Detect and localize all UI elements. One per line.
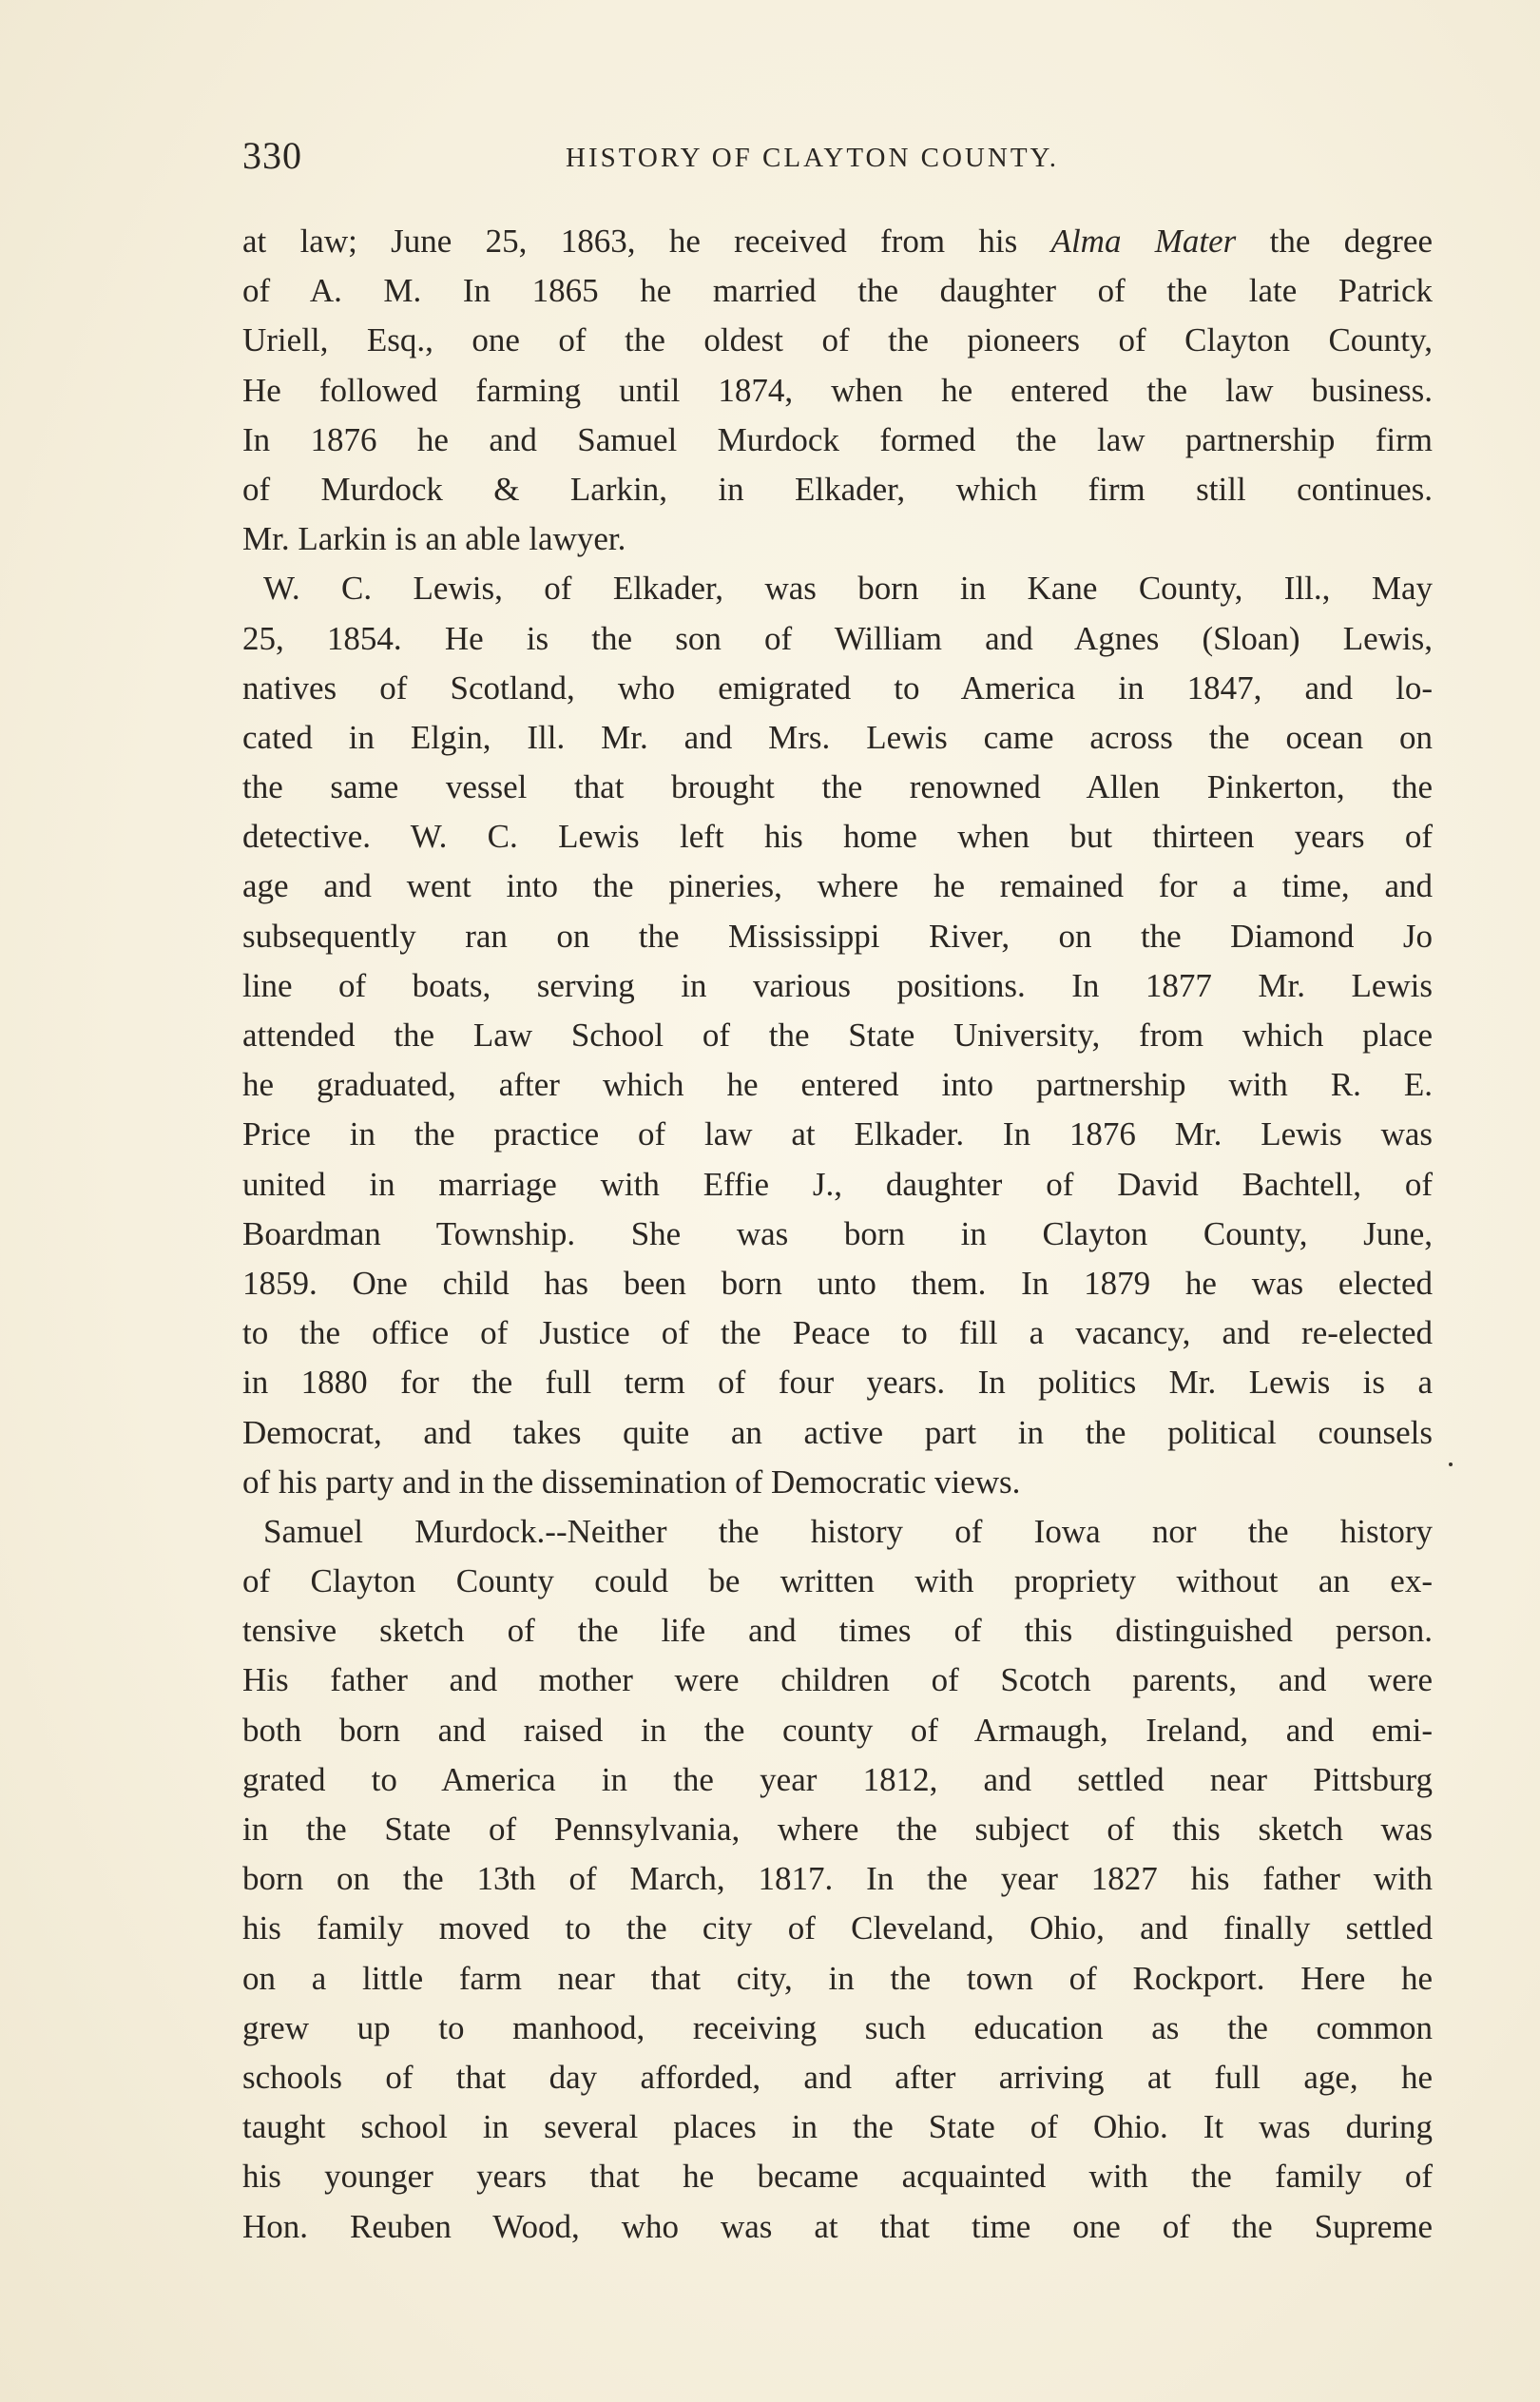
text-line: Democrat, and takes quite an active part in the political counsels	[242, 1413, 1433, 1451]
page-header	[242, 133, 1426, 181]
text-line: 1859. One child has been born unto them. In 1879 he was elected	[242, 1264, 1433, 1302]
text-line: at law; June 25, 1863, he received from his Alma Mater the degree	[242, 223, 1433, 260]
text-line: united in marriage with Effie J., daughter of David Bachtell, of	[242, 1165, 1433, 1203]
text-line: born on the 13th of March, 1817. In the year 1827 his father with	[242, 1860, 1433, 1898]
text-line: natives of Scotland, who emigrated to America in 1847, and lo-	[242, 668, 1433, 707]
text-line: grated to America in the year 1812, and settled near Pittsburg	[242, 1760, 1433, 1798]
text-line: he graduated, after which he entered into partnership with R. E.	[242, 1066, 1433, 1104]
text-line: in 1880 for the full term of four years. In politics Mr. Lewis is a	[242, 1364, 1433, 1402]
text-line: taught school in several places in the State of Ohio. It was during	[242, 2108, 1433, 2146]
ink-speck	[1449, 1463, 1453, 1466]
italic-phrase: Alma Mater	[1050, 223, 1237, 260]
text-line: his younger years that he became acquainted with the family of	[242, 2158, 1433, 2196]
text-line: grew up to manhood, receiving such education as the common	[242, 2008, 1433, 2046]
text-line: Price in the practice of law at Elkader. In 1876 Mr. Lewis was	[242, 1115, 1433, 1153]
text-line: of his party and in the dissemination of Democratic views.	[242, 1463, 1021, 1501]
text-line: tensive sketch of the life and times of this distinguished person.	[242, 1612, 1433, 1650]
text-line: His father and mother were children of Scotch parents, and were	[242, 1661, 1433, 1699]
body-text	[242, 217, 1433, 2252]
paragraph-start-line: Samuel Murdock.--Neither the history of Iowa nor the history	[263, 1512, 1433, 1550]
paragraph-start-line: W. C. Lewis, of Elkader, was born in Kane County, Ill., May	[263, 570, 1433, 608]
text-line: attended the Law School of the State University, from which place	[242, 1017, 1433, 1054]
text-line: his family moved to the city of Cleveland, Ohio, and finally settled	[242, 1909, 1433, 1947]
text-line: 25, 1854. He is the son of William and Agnes (Sloan) Lewis,	[242, 619, 1433, 657]
running-title: HISTORY OF CLAYTON COUNTY.	[566, 143, 1059, 173]
text-line: Hon. Reuben Wood, who was at that time one of the Supreme	[242, 2207, 1433, 2245]
text-line: He followed farming until 1874, when he entered the law business.	[242, 371, 1433, 409]
text-line: age and went into the pineries, where he remained for a time, and	[242, 867, 1433, 905]
text-line: the same vessel that brought the renowned Allen Pinkerton, the	[242, 768, 1433, 806]
text-line: Boardman Township. She was born in Clayton County, June,	[242, 1214, 1433, 1252]
text-line: schools of that day afforded, and after arriving at full age, he	[242, 2058, 1433, 2096]
text-line: cated in Elgin, Ill. Mr. and Mrs. Lewis came across the ocean on	[242, 718, 1433, 756]
text-line: In 1876 he and Samuel Murdock formed the law partnership firm	[242, 420, 1433, 458]
text-line: of Clayton County could be written with propriety without an ex-	[242, 1562, 1433, 1600]
text-line: to the office of Justice of the Peace to fill a vacancy, and re-elected	[242, 1314, 1433, 1352]
text-line: detective. W. C. Lewis left his home when but thirteen years of	[242, 818, 1433, 856]
text-line: on a little farm near that city, in the town of Rockport. Here he	[242, 1959, 1433, 1997]
text-line: line of boats, serving in various positions. In 1877 Mr. Lewis	[242, 966, 1433, 1004]
text-line: of A. M. In 1865 he married the daughter of the late Patrick	[242, 272, 1433, 310]
text-line: subsequently ran on the Mississippi River, on the Diamond Jo	[242, 917, 1433, 955]
text-line: Uriell, Esq., one of the oldest of the pioneers of Clayton County,	[242, 321, 1433, 359]
text-line: in the State of Pennsylvania, where the subject of this sketch was	[242, 1811, 1433, 1848]
text-line: both born and raised in the county of Armaugh, Ireland, and emi-	[242, 1711, 1433, 1749]
page-number: 330	[242, 134, 302, 177]
text-line: Mr. Larkin is an able lawyer.	[242, 520, 626, 558]
text-line: of Murdock & Larkin, in Elkader, which firm still continues.	[242, 470, 1433, 508]
